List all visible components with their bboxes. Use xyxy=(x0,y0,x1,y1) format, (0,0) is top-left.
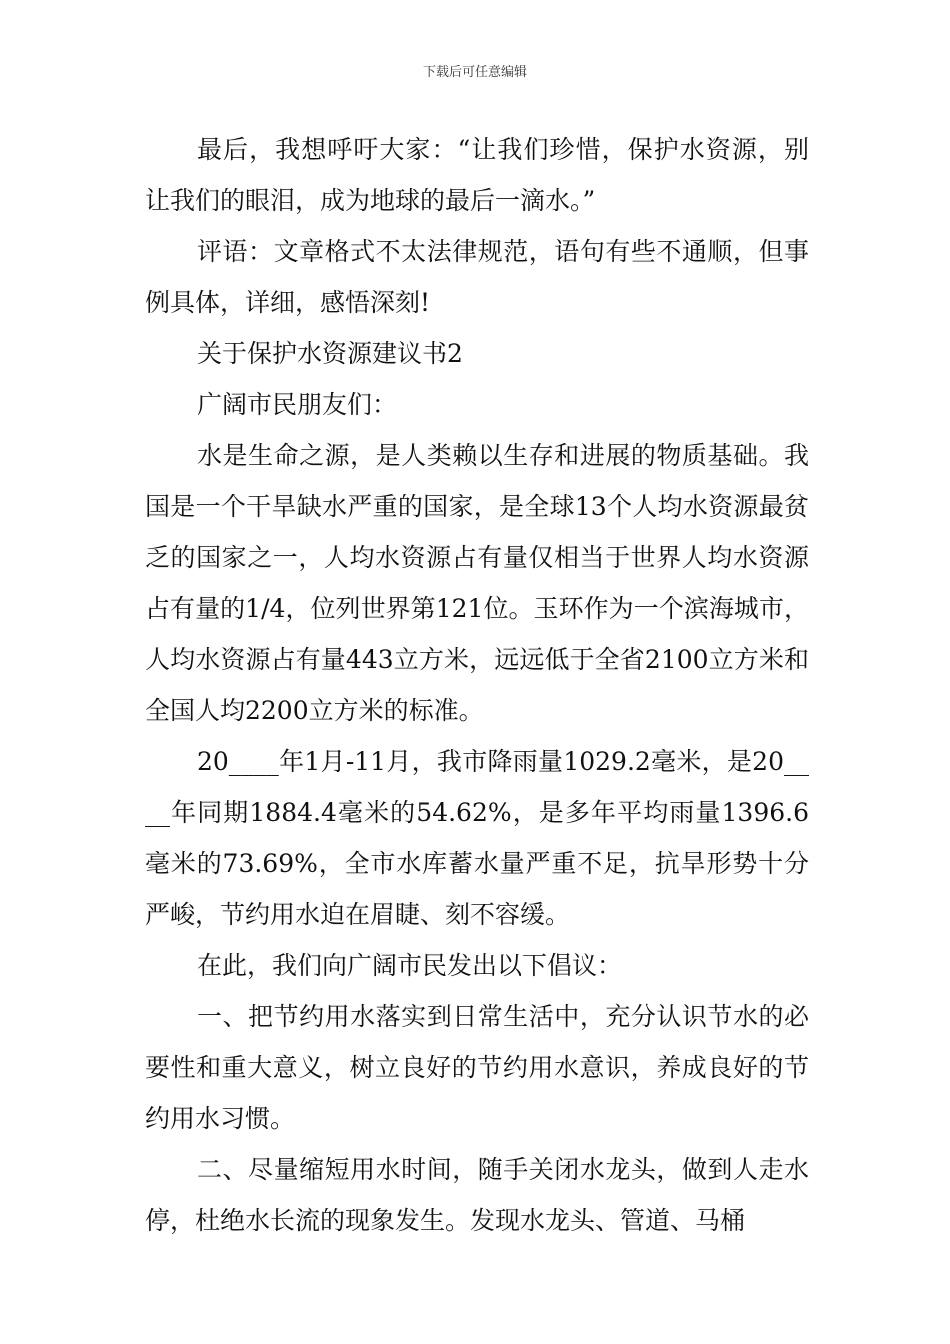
paragraph-proposal-2: 二、尽量缩短用水时间，随手关闭水龙头，做到人走水停，杜绝水长流的现象发生。发现水龙头、管道、马桶 xyxy=(145,1155,809,1235)
salutation: 广阔市民朋友们： xyxy=(197,390,398,419)
paragraph-comment: 评语：文章格式不太法律规范，语句有些不通顺，但事例具体，详细，感悟深刻! xyxy=(145,237,809,317)
section-title: 关于保护水资源建议书2 xyxy=(197,339,463,368)
paragraph-water-background: 水是生命之源，是人类赖以生存和进展的物质基础。我国是一个干旱缺水严重的国家，是全球13个人均水资源最贫乏的国家之一，人均水资源占有量仅相当于世界人均水资源占有量的1/4，位列世界第121位。玉环作为一个滨海城市，人均水资源占有量443立方米，远远低于全省2100立方米和全国人均2200立方米的标准。 xyxy=(145,441,809,725)
paragraph-closing-appeal: 最后，我想呼吁大家：“让我们珍惜，保护水资源，别让我们的眼泪，成为地球的最后一滴水。” xyxy=(145,135,809,215)
document-body xyxy=(145,124,809,1246)
page-header: 下载后可任意编辑 xyxy=(422,65,527,80)
paragraph-proposal-1: 一、把节约用水落实到日常生活中，充分认识节水的必要性和重大意义，树立良好的节约用水意识，养成良好的节约用水习惯。 xyxy=(145,1002,809,1133)
paragraph-proposal-intro: 在此，我们向广阔市民发出以下倡议： xyxy=(197,951,623,980)
paragraph-rainfall: 20____年1月-11月，我市降雨量1029.2毫米，是20____年同期1884.4毫米的54.62%，是多年平均雨量1396.6毫米的73.69%，全市水库蓄水量严重不足，抗旱形势十分严峻，节约用水迫在眉睫、刻不容缓。 xyxy=(145,747,809,929)
